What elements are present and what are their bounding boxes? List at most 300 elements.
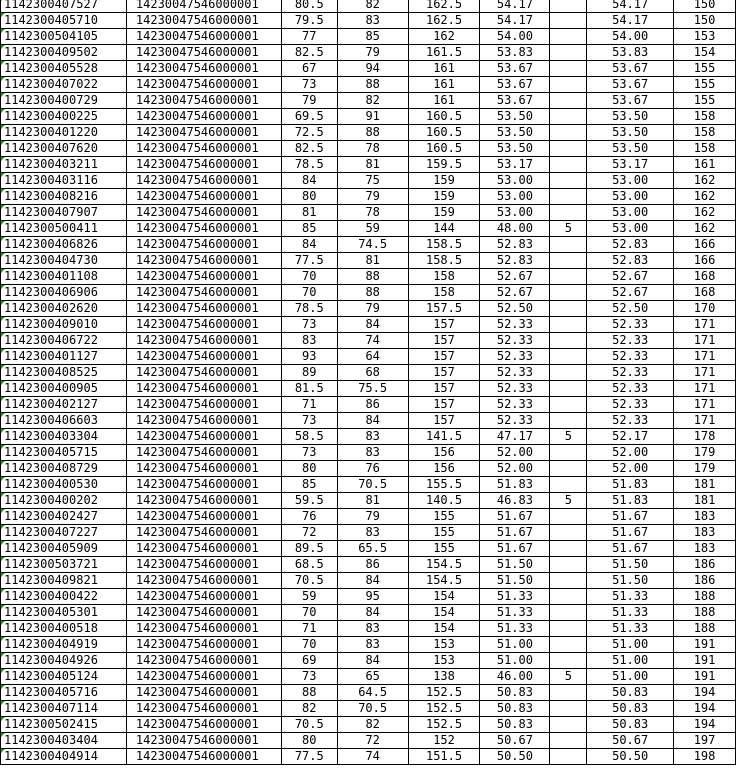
cell-score-a[interactable]: 89 xyxy=(281,365,337,381)
cell-score-b[interactable]: 83 xyxy=(337,525,408,541)
cell-final-score[interactable]: 51.33 xyxy=(587,589,674,605)
cell-average-score[interactable]: 52.67 xyxy=(480,269,550,285)
cell-total-score[interactable]: 152.5 xyxy=(408,685,480,701)
cell-rank[interactable]: 153 xyxy=(674,29,736,45)
cell-final-score[interactable]: 50.50 xyxy=(587,749,674,765)
cell-registration-number[interactable]: 14230047546000001 xyxy=(126,365,281,381)
cell-rank[interactable]: 162 xyxy=(674,173,736,189)
cell-final-score[interactable]: 53.50 xyxy=(587,109,674,125)
cell-final-score[interactable]: 52.33 xyxy=(587,333,674,349)
cell-rank[interactable]: 155 xyxy=(674,61,736,77)
cell-registration-number[interactable]: 14230047546000001 xyxy=(126,285,281,301)
cell-score-a[interactable]: 80.5 xyxy=(281,0,337,13)
cell-average-score[interactable]: 48.00 xyxy=(480,221,550,237)
cell-total-score[interactable]: 162.5 xyxy=(408,0,480,13)
cell-score-a[interactable]: 71 xyxy=(281,621,337,637)
cell-score-a[interactable]: 89.5 xyxy=(281,541,337,557)
cell-average-score[interactable]: 53.00 xyxy=(480,205,550,221)
cell-total-score[interactable]: 154.5 xyxy=(408,557,480,573)
cell-final-score[interactable]: 53.50 xyxy=(587,125,674,141)
cell-rank[interactable]: 194 xyxy=(674,717,736,733)
cell-bonus-points[interactable] xyxy=(550,237,587,253)
cell-score-a[interactable]: 83 xyxy=(281,333,337,349)
cell-score-b[interactable]: 82 xyxy=(337,93,408,109)
cell-registration-number[interactable]: 14230047546000001 xyxy=(126,157,281,173)
cell-total-score[interactable]: 158 xyxy=(408,269,480,285)
cell-average-score[interactable]: 51.67 xyxy=(480,509,550,525)
cell-rank[interactable]: 162 xyxy=(674,205,736,221)
cell-total-score[interactable]: 155 xyxy=(408,541,480,557)
cell-candidate-id[interactable] xyxy=(1,621,127,637)
cell-total-score[interactable]: 140.5 xyxy=(408,493,480,509)
cell-candidate-id[interactable] xyxy=(1,413,127,429)
cell-registration-number[interactable]: 14230047546000001 xyxy=(126,301,281,317)
cell-final-score[interactable]: 52.00 xyxy=(587,461,674,477)
cell-score-b[interactable]: 65.5 xyxy=(337,541,408,557)
cell-score-b[interactable]: 83 xyxy=(337,13,408,29)
cell-score-b[interactable]: 78 xyxy=(337,205,408,221)
cell-score-b[interactable]: 79 xyxy=(337,509,408,525)
cell-score-a[interactable]: 59 xyxy=(281,589,337,605)
cell-registration-number[interactable]: 14230047546000001 xyxy=(126,429,281,445)
cell-score-a[interactable]: 70 xyxy=(281,637,337,653)
cell-registration-number[interactable]: 14230047546000001 xyxy=(126,221,281,237)
cell-score-a[interactable]: 73 xyxy=(281,413,337,429)
cell-final-score[interactable]: 53.00 xyxy=(587,189,674,205)
cell-total-score[interactable]: 138 xyxy=(408,669,480,685)
cell-score-b[interactable]: 83 xyxy=(337,637,408,653)
cell-average-score[interactable]: 53.50 xyxy=(480,125,550,141)
cell-final-score[interactable]: 52.33 xyxy=(587,349,674,365)
cell-candidate-id[interactable] xyxy=(1,253,127,269)
cell-rank[interactable]: 154 xyxy=(674,45,736,61)
cell-total-score[interactable]: 153 xyxy=(408,653,480,669)
cell-bonus-points[interactable] xyxy=(550,189,587,205)
cell-rank[interactable]: 178 xyxy=(674,429,736,445)
cell-total-score[interactable]: 157 xyxy=(408,365,480,381)
cell-registration-number[interactable]: 14230047546000001 xyxy=(126,317,281,333)
cell-rank[interactable]: 179 xyxy=(674,461,736,477)
cell-average-score[interactable]: 53.50 xyxy=(480,109,550,125)
cell-bonus-points[interactable] xyxy=(550,525,587,541)
cell-bonus-points[interactable] xyxy=(550,733,587,749)
cell-total-score[interactable]: 161 xyxy=(408,77,480,93)
cell-bonus-points[interactable] xyxy=(550,253,587,269)
cell-total-score[interactable]: 158.5 xyxy=(408,253,480,269)
cell-average-score[interactable]: 52.67 xyxy=(480,285,550,301)
cell-bonus-points[interactable] xyxy=(550,173,587,189)
cell-total-score[interactable]: 160.5 xyxy=(408,109,480,125)
cell-score-a[interactable]: 78.5 xyxy=(281,157,337,173)
cell-registration-number[interactable]: 14230047546000001 xyxy=(126,669,281,685)
cell-registration-number[interactable]: 14230047546000001 xyxy=(126,589,281,605)
cell-total-score[interactable]: 157 xyxy=(408,413,480,429)
cell-total-score[interactable]: 162 xyxy=(408,29,480,45)
cell-total-score[interactable]: 161 xyxy=(408,93,480,109)
cell-score-a[interactable]: 73 xyxy=(281,317,337,333)
cell-registration-number[interactable]: 14230047546000001 xyxy=(126,109,281,125)
cell-bonus-points[interactable] xyxy=(550,333,587,349)
cell-score-a[interactable]: 82.5 xyxy=(281,141,337,157)
cell-score-a[interactable]: 93 xyxy=(281,349,337,365)
cell-registration-number[interactable]: 14230047546000001 xyxy=(126,189,281,205)
cell-rank[interactable]: 162 xyxy=(674,221,736,237)
cell-score-a[interactable]: 71 xyxy=(281,397,337,413)
cell-registration-number[interactable]: 14230047546000001 xyxy=(126,733,281,749)
cell-final-score[interactable]: 50.83 xyxy=(587,685,674,701)
cell-total-score[interactable]: 162.5 xyxy=(408,13,480,29)
cell-final-score[interactable]: 51.67 xyxy=(587,509,674,525)
cell-total-score[interactable]: 159 xyxy=(408,189,480,205)
cell-total-score[interactable]: 157 xyxy=(408,317,480,333)
cell-score-b[interactable]: 85 xyxy=(337,29,408,45)
cell-rank[interactable]: 166 xyxy=(674,253,736,269)
cell-total-score[interactable]: 157 xyxy=(408,333,480,349)
cell-candidate-id[interactable] xyxy=(1,333,127,349)
cell-score-a[interactable]: 72.5 xyxy=(281,125,337,141)
cell-score-a[interactable]: 85 xyxy=(281,221,337,237)
cell-final-score[interactable]: 54.17 xyxy=(587,0,674,13)
cell-total-score[interactable]: 155.5 xyxy=(408,477,480,493)
cell-rank[interactable]: 171 xyxy=(674,349,736,365)
cell-score-a[interactable]: 79.5 xyxy=(281,13,337,29)
cell-score-a[interactable]: 58.5 xyxy=(281,429,337,445)
cell-score-b[interactable]: 70.5 xyxy=(337,477,408,493)
cell-rank[interactable]: 181 xyxy=(674,493,736,509)
cell-average-score[interactable]: 52.33 xyxy=(480,365,550,381)
cell-candidate-id[interactable] xyxy=(1,733,127,749)
cell-average-score[interactable]: 51.67 xyxy=(480,541,550,557)
cell-total-score[interactable]: 154.5 xyxy=(408,573,480,589)
cell-registration-number[interactable]: 14230047546000001 xyxy=(126,397,281,413)
cell-candidate-id[interactable] xyxy=(1,685,127,701)
cell-final-score[interactable]: 53.50 xyxy=(587,141,674,157)
cell-candidate-id[interactable] xyxy=(1,77,127,93)
cell-score-a[interactable]: 59.5 xyxy=(281,493,337,509)
cell-score-b[interactable]: 88 xyxy=(337,77,408,93)
cell-candidate-id[interactable] xyxy=(1,93,127,109)
cell-rank[interactable]: 166 xyxy=(674,237,736,253)
cell-bonus-points[interactable] xyxy=(550,157,587,173)
cell-rank[interactable]: 155 xyxy=(674,77,736,93)
cell-registration-number[interactable]: 14230047546000001 xyxy=(126,253,281,269)
cell-score-a[interactable]: 69.5 xyxy=(281,109,337,125)
cell-registration-number[interactable]: 14230047546000001 xyxy=(126,349,281,365)
cell-score-b[interactable]: 83 xyxy=(337,429,408,445)
cell-candidate-id[interactable] xyxy=(1,221,127,237)
cell-average-score[interactable]: 52.33 xyxy=(480,333,550,349)
cell-final-score[interactable]: 52.33 xyxy=(587,381,674,397)
cell-rank[interactable]: 168 xyxy=(674,269,736,285)
cell-score-b[interactable]: 88 xyxy=(337,269,408,285)
cell-total-score[interactable]: 152.5 xyxy=(408,701,480,717)
cell-score-b[interactable]: 74 xyxy=(337,749,408,765)
cell-final-score[interactable]: 54.17 xyxy=(587,13,674,29)
cell-registration-number[interactable]: 14230047546000001 xyxy=(126,621,281,637)
cell-bonus-points[interactable] xyxy=(550,477,587,493)
cell-average-score[interactable]: 51.33 xyxy=(480,605,550,621)
cell-average-score[interactable]: 54.00 xyxy=(480,29,550,45)
cell-rank[interactable]: 183 xyxy=(674,509,736,525)
cell-registration-number[interactable]: 14230047546000001 xyxy=(126,509,281,525)
cell-score-b[interactable]: 72 xyxy=(337,733,408,749)
cell-rank[interactable]: 183 xyxy=(674,525,736,541)
cell-rank[interactable]: 150 xyxy=(674,0,736,13)
cell-score-a[interactable]: 70 xyxy=(281,269,337,285)
cell-average-score[interactable]: 53.17 xyxy=(480,157,550,173)
cell-candidate-id[interactable] xyxy=(1,317,127,333)
cell-rank[interactable]: 150 xyxy=(674,13,736,29)
cell-candidate-id[interactable] xyxy=(1,365,127,381)
cell-rank[interactable]: 155 xyxy=(674,93,736,109)
cell-total-score[interactable]: 160.5 xyxy=(408,141,480,157)
cell-bonus-points[interactable] xyxy=(550,589,587,605)
cell-average-score[interactable]: 52.33 xyxy=(480,381,550,397)
cell-score-a[interactable]: 70 xyxy=(281,605,337,621)
cell-score-a[interactable]: 77 xyxy=(281,29,337,45)
cell-final-score[interactable]: 52.17 xyxy=(587,429,674,445)
cell-registration-number[interactable]: 14230047546000001 xyxy=(126,749,281,765)
cell-score-a[interactable]: 73 xyxy=(281,77,337,93)
cell-bonus-points[interactable] xyxy=(550,413,587,429)
cell-candidate-id[interactable] xyxy=(1,349,127,365)
cell-average-score[interactable]: 53.00 xyxy=(480,173,550,189)
cell-candidate-id[interactable] xyxy=(1,61,127,77)
cell-score-a[interactable]: 72 xyxy=(281,525,337,541)
cell-average-score[interactable]: 51.00 xyxy=(480,653,550,669)
cell-bonus-points[interactable] xyxy=(550,397,587,413)
cell-final-score[interactable]: 53.17 xyxy=(587,157,674,173)
cell-average-score[interactable]: 52.33 xyxy=(480,317,550,333)
cell-total-score[interactable]: 160.5 xyxy=(408,125,480,141)
cell-final-score[interactable]: 51.33 xyxy=(587,605,674,621)
cell-total-score[interactable]: 161 xyxy=(408,61,480,77)
cell-registration-number[interactable]: 14230047546000001 xyxy=(126,173,281,189)
cell-score-b[interactable]: 84 xyxy=(337,573,408,589)
cell-rank[interactable]: 171 xyxy=(674,365,736,381)
cell-candidate-id[interactable] xyxy=(1,0,127,13)
cell-total-score[interactable]: 155 xyxy=(408,509,480,525)
cell-average-score[interactable]: 51.33 xyxy=(480,621,550,637)
cell-rank[interactable]: 158 xyxy=(674,125,736,141)
cell-registration-number[interactable]: 14230047546000001 xyxy=(126,461,281,477)
cell-total-score[interactable]: 159 xyxy=(408,205,480,221)
cell-candidate-id[interactable] xyxy=(1,573,127,589)
cell-average-score[interactable]: 51.00 xyxy=(480,637,550,653)
cell-final-score[interactable]: 52.00 xyxy=(587,445,674,461)
cell-total-score[interactable]: 161.5 xyxy=(408,45,480,61)
cell-average-score[interactable]: 53.00 xyxy=(480,189,550,205)
cell-average-score[interactable]: 52.83 xyxy=(480,253,550,269)
cell-bonus-points[interactable] xyxy=(550,573,587,589)
cell-bonus-points[interactable] xyxy=(550,301,587,317)
cell-rank[interactable]: 171 xyxy=(674,333,736,349)
cell-registration-number[interactable]: 14230047546000001 xyxy=(126,45,281,61)
cell-average-score[interactable]: 52.33 xyxy=(480,413,550,429)
cell-score-b[interactable]: 94 xyxy=(337,61,408,77)
cell-registration-number[interactable]: 14230047546000001 xyxy=(126,269,281,285)
cell-total-score[interactable]: 154 xyxy=(408,605,480,621)
cell-average-score[interactable]: 50.83 xyxy=(480,685,550,701)
cell-registration-number[interactable]: 14230047546000001 xyxy=(126,573,281,589)
cell-score-b[interactable]: 86 xyxy=(337,397,408,413)
cell-final-score[interactable]: 51.83 xyxy=(587,477,674,493)
cell-final-score[interactable]: 52.50 xyxy=(587,301,674,317)
cell-score-a[interactable]: 80 xyxy=(281,189,337,205)
cell-final-score[interactable]: 52.33 xyxy=(587,365,674,381)
cell-rank[interactable]: 161 xyxy=(674,157,736,173)
cell-total-score[interactable]: 159.5 xyxy=(408,157,480,173)
cell-bonus-points[interactable] xyxy=(550,541,587,557)
cell-score-b[interactable]: 84 xyxy=(337,605,408,621)
cell-score-b[interactable]: 84 xyxy=(337,413,408,429)
cell-candidate-id[interactable] xyxy=(1,445,127,461)
cell-score-b[interactable]: 79 xyxy=(337,45,408,61)
cell-bonus-points[interactable] xyxy=(550,205,587,221)
cell-candidate-id[interactable] xyxy=(1,429,127,445)
cell-score-a[interactable]: 81.5 xyxy=(281,381,337,397)
cell-score-b[interactable]: 70.5 xyxy=(337,701,408,717)
cell-candidate-id[interactable] xyxy=(1,477,127,493)
cell-rank[interactable]: 188 xyxy=(674,589,736,605)
cell-average-score[interactable]: 52.00 xyxy=(480,461,550,477)
cell-score-b[interactable]: 74 xyxy=(337,333,408,349)
cell-score-a[interactable]: 67 xyxy=(281,61,337,77)
cell-rank[interactable]: 188 xyxy=(674,621,736,637)
cell-candidate-id[interactable] xyxy=(1,653,127,669)
cell-score-a[interactable]: 80 xyxy=(281,461,337,477)
cell-score-b[interactable]: 79 xyxy=(337,301,408,317)
cell-candidate-id[interactable] xyxy=(1,509,127,525)
cell-score-a[interactable]: 70.5 xyxy=(281,717,337,733)
cell-candidate-id[interactable] xyxy=(1,125,127,141)
cell-average-score[interactable]: 53.67 xyxy=(480,61,550,77)
cell-score-b[interactable]: 88 xyxy=(337,125,408,141)
cell-score-a[interactable]: 88 xyxy=(281,685,337,701)
cell-final-score[interactable]: 53.00 xyxy=(587,205,674,221)
cell-score-b[interactable]: 91 xyxy=(337,109,408,125)
cell-score-a[interactable]: 82 xyxy=(281,701,337,717)
cell-average-score[interactable]: 53.50 xyxy=(480,141,550,157)
cell-candidate-id[interactable] xyxy=(1,557,127,573)
cell-registration-number[interactable]: 14230047546000001 xyxy=(126,605,281,621)
cell-candidate-id[interactable] xyxy=(1,237,127,253)
cell-average-score[interactable]: 51.67 xyxy=(480,525,550,541)
cell-average-score[interactable]: 50.83 xyxy=(480,717,550,733)
cell-bonus-points[interactable] xyxy=(550,29,587,45)
cell-bonus-points[interactable] xyxy=(550,269,587,285)
cell-score-b[interactable]: 82 xyxy=(337,0,408,13)
cell-registration-number[interactable]: 14230047546000001 xyxy=(126,717,281,733)
cell-final-score[interactable]: 53.67 xyxy=(587,77,674,93)
cell-final-score[interactable]: 52.67 xyxy=(587,269,674,285)
cell-score-a[interactable]: 68.5 xyxy=(281,557,337,573)
cell-final-score[interactable]: 51.67 xyxy=(587,525,674,541)
cell-bonus-points[interactable] xyxy=(550,701,587,717)
cell-bonus-points[interactable] xyxy=(550,637,587,653)
cell-total-score[interactable]: 157 xyxy=(408,381,480,397)
cell-final-score[interactable]: 51.67 xyxy=(587,541,674,557)
cell-registration-number[interactable]: 14230047546000001 xyxy=(126,477,281,493)
cell-candidate-id[interactable] xyxy=(1,717,127,733)
cell-registration-number[interactable]: 14230047546000001 xyxy=(126,685,281,701)
cell-total-score[interactable]: 153 xyxy=(408,637,480,653)
cell-candidate-id[interactable] xyxy=(1,157,127,173)
cell-final-score[interactable]: 52.67 xyxy=(587,285,674,301)
cell-average-score[interactable]: 54.17 xyxy=(480,0,550,13)
cell-final-score[interactable]: 51.00 xyxy=(587,669,674,685)
cell-registration-number[interactable]: 14230047546000001 xyxy=(126,653,281,669)
cell-final-score[interactable]: 51.33 xyxy=(587,621,674,637)
cell-score-b[interactable]: 76 xyxy=(337,461,408,477)
cell-total-score[interactable]: 152.5 xyxy=(408,717,480,733)
cell-final-score[interactable]: 53.00 xyxy=(587,173,674,189)
cell-score-b[interactable]: 75 xyxy=(337,173,408,189)
cell-candidate-id[interactable] xyxy=(1,173,127,189)
cell-total-score[interactable]: 154 xyxy=(408,621,480,637)
cell-candidate-id[interactable] xyxy=(1,13,127,29)
cell-score-b[interactable]: 78 xyxy=(337,141,408,157)
cell-rank[interactable]: 197 xyxy=(674,733,736,749)
cell-candidate-id[interactable] xyxy=(1,461,127,477)
cell-rank[interactable]: 194 xyxy=(674,701,736,717)
cell-registration-number[interactable]: 14230047546000001 xyxy=(126,333,281,349)
cell-registration-number[interactable]: 14230047546000001 xyxy=(126,13,281,29)
cell-score-b[interactable]: 68 xyxy=(337,365,408,381)
cell-final-score[interactable]: 51.50 xyxy=(587,573,674,589)
cell-score-b[interactable]: 79 xyxy=(337,189,408,205)
cell-candidate-id[interactable] xyxy=(1,285,127,301)
cell-average-score[interactable]: 53.67 xyxy=(480,93,550,109)
cell-candidate-id[interactable] xyxy=(1,541,127,557)
cell-bonus-points[interactable]: 5 xyxy=(550,221,587,237)
cell-bonus-points[interactable] xyxy=(550,349,587,365)
cell-average-score[interactable]: 52.00 xyxy=(480,445,550,461)
cell-bonus-points[interactable] xyxy=(550,717,587,733)
cell-average-score[interactable]: 50.83 xyxy=(480,701,550,717)
cell-average-score[interactable]: 53.67 xyxy=(480,77,550,93)
cell-final-score[interactable]: 51.50 xyxy=(587,557,674,573)
cell-registration-number[interactable]: 14230047546000001 xyxy=(126,525,281,541)
cell-bonus-points[interactable] xyxy=(550,557,587,573)
cell-total-score[interactable]: 157 xyxy=(408,349,480,365)
cell-bonus-points[interactable] xyxy=(550,653,587,669)
cell-registration-number[interactable]: 14230047546000001 xyxy=(126,493,281,509)
cell-candidate-id[interactable] xyxy=(1,141,127,157)
cell-total-score[interactable]: 144 xyxy=(408,221,480,237)
cell-score-a[interactable]: 81 xyxy=(281,205,337,221)
cell-total-score[interactable]: 156 xyxy=(408,461,480,477)
cell-score-a[interactable]: 77.5 xyxy=(281,253,337,269)
cell-total-score[interactable]: 156 xyxy=(408,445,480,461)
cell-candidate-id[interactable] xyxy=(1,525,127,541)
cell-average-score[interactable]: 52.33 xyxy=(480,349,550,365)
cell-average-score[interactable]: 51.50 xyxy=(480,557,550,573)
cell-rank[interactable]: 198 xyxy=(674,749,736,765)
cell-bonus-points[interactable]: 5 xyxy=(550,493,587,509)
cell-rank[interactable]: 191 xyxy=(674,669,736,685)
cell-final-score[interactable]: 52.33 xyxy=(587,317,674,333)
cell-candidate-id[interactable] xyxy=(1,669,127,685)
cell-candidate-id[interactable] xyxy=(1,749,127,765)
cell-registration-number[interactable]: 14230047546000001 xyxy=(126,557,281,573)
cell-candidate-id[interactable] xyxy=(1,189,127,205)
cell-average-score[interactable]: 47.17 xyxy=(480,429,550,445)
cell-score-b[interactable]: 65 xyxy=(337,669,408,685)
cell-bonus-points[interactable]: 5 xyxy=(550,669,587,685)
cell-rank[interactable]: 171 xyxy=(674,397,736,413)
cell-bonus-points[interactable] xyxy=(550,285,587,301)
